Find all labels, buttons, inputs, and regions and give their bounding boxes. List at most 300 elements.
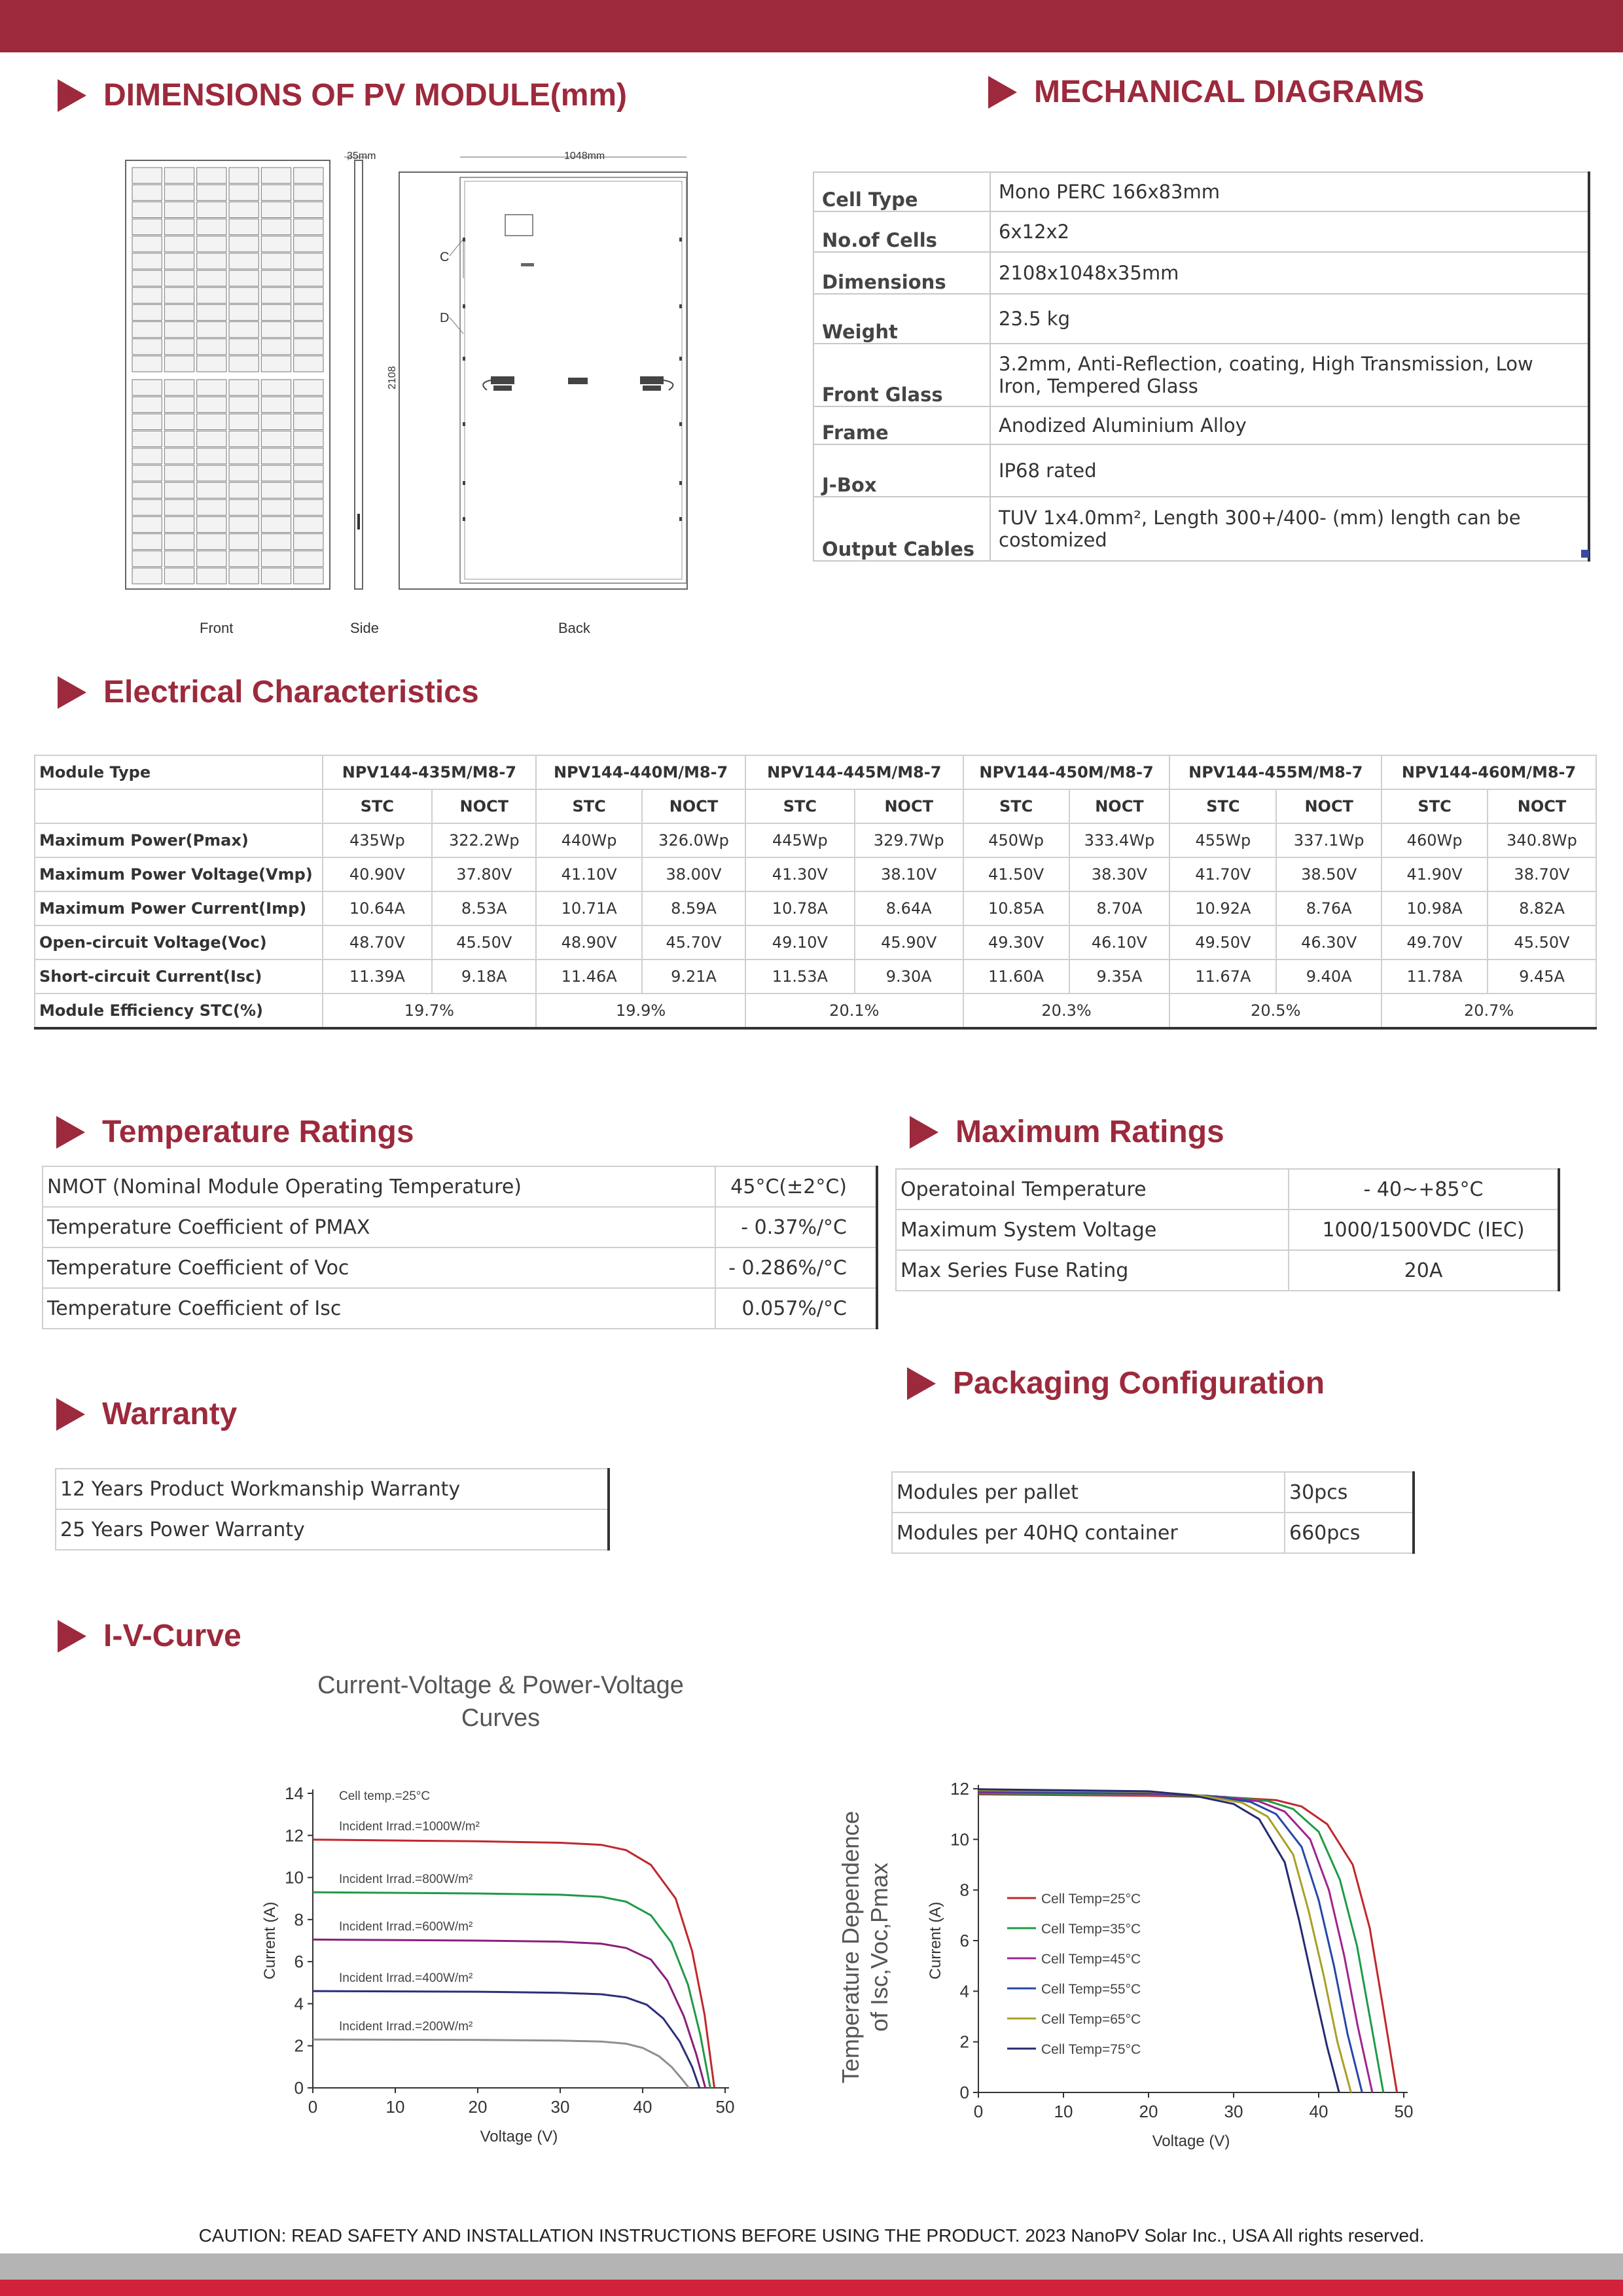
solar-cell <box>164 304 194 320</box>
parameter-value: 41.70V <box>1169 857 1276 891</box>
parameter-value: 9.18A <box>432 960 536 994</box>
solar-cell <box>132 431 162 447</box>
mechanical-row <box>813 294 1589 344</box>
solar-cell <box>294 339 323 355</box>
solar-cell <box>261 270 291 286</box>
packaging-key: Modules per pallet <box>892 1472 1285 1513</box>
solar-cell <box>229 322 259 338</box>
maximum-row <box>896 1250 1559 1291</box>
solar-cell <box>164 499 194 515</box>
parameter-value: 48.70V <box>323 925 433 960</box>
x-axis-label: Voltage (V) <box>1152 2132 1230 2150</box>
warranty-row <box>56 1469 609 1509</box>
spec-key: Frame <box>813 406 990 444</box>
parameter-value: 45.50V <box>432 925 536 960</box>
mechanical-row <box>813 406 1589 444</box>
solar-cell <box>261 304 291 320</box>
solar-cell <box>229 287 259 303</box>
section-title-temperature <box>56 1114 414 1150</box>
parameter-value: 11.39A <box>323 960 433 994</box>
solar-cell <box>164 551 194 567</box>
solar-cell <box>294 516 323 532</box>
mechanical-row <box>813 344 1589 406</box>
solar-cell <box>197 339 226 355</box>
x-tick-label: 10 <box>1054 2102 1073 2121</box>
parameter-label: Maximum Power Current(Imp) <box>35 891 323 925</box>
y-tick-label: 0 <box>959 2083 969 2102</box>
packaging-row <box>892 1472 1414 1513</box>
solar-cell <box>294 397 323 412</box>
model-name: NPV144-445M/M8-7 <box>745 755 963 789</box>
solar-cell <box>261 465 291 481</box>
solar-cell <box>294 448 323 464</box>
series-line <box>978 1793 1383 2092</box>
solar-cell <box>132 414 162 429</box>
section-title-text: Warranty <box>102 1397 238 1431</box>
solar-cell <box>197 185 226 200</box>
solar-cell <box>229 534 259 550</box>
solar-cell <box>197 202 226 217</box>
x-tick-label: 0 <box>308 2097 318 2117</box>
solar-cell <box>294 202 323 217</box>
series-line <box>313 1939 705 2088</box>
solar-cell <box>229 219 259 235</box>
parameter-value: 11.67A <box>1169 960 1276 994</box>
solar-cell <box>197 499 226 515</box>
y-tick-label: 0 <box>294 2078 304 2098</box>
parameter-value: 38.50V <box>1276 857 1382 891</box>
parameter-value: 440Wp <box>536 823 642 857</box>
y-tick-label: 12 <box>285 1825 304 1846</box>
front-view <box>126 160 330 589</box>
efficiency-value: 19.7% <box>323 994 537 1028</box>
section-title-packaging <box>907 1365 1325 1401</box>
dim-side-label: 35mm <box>347 151 376 162</box>
solar-cell <box>197 270 226 286</box>
parameter-value: 41.90V <box>1382 857 1488 891</box>
parameter-value: 41.30V <box>745 857 855 891</box>
parameter-value: 45.90V <box>855 925 963 960</box>
solar-cell <box>294 236 323 252</box>
solar-cell <box>261 431 291 447</box>
solar-cell <box>132 304 162 320</box>
solar-cell <box>294 219 323 235</box>
maximum-value: 1000/1500VDC (IEC) <box>1289 1210 1559 1250</box>
triangle-bullet-icon <box>58 1620 86 1653</box>
stc-label: STC <box>323 789 433 823</box>
warranty-item: 25 Years Power Warranty <box>56 1509 609 1550</box>
model-name: NPV144-455M/M8-7 <box>1169 755 1382 789</box>
section-title-iv <box>58 1618 241 1654</box>
y-tick-label: 8 <box>959 1880 969 1900</box>
electrical-row <box>35 857 1596 891</box>
packaging-value: 660pcs <box>1285 1513 1414 1553</box>
solar-cell <box>164 465 194 481</box>
spec-value: Anodized Aluminium Alloy <box>990 406 1589 444</box>
solar-cell <box>197 568 226 584</box>
parameter-value: 445Wp <box>745 823 855 857</box>
parameter-value: 9.21A <box>642 960 745 994</box>
mechanical-row <box>813 497 1589 561</box>
solar-cell <box>132 356 162 372</box>
solar-cell <box>229 516 259 532</box>
solar-cell <box>197 397 226 412</box>
model-name: NPV144-440M/M8-7 <box>536 755 745 789</box>
chart-annotation: Cell temp.=25°C <box>339 1789 431 1803</box>
temperature-table <box>42 1166 878 1329</box>
solar-cell <box>132 448 162 464</box>
solar-cell <box>261 397 291 412</box>
parameter-value: 10.64A <box>323 891 433 925</box>
solar-cell <box>294 568 323 584</box>
warranty-item: 12 Years Product Workmanship Warranty <box>56 1469 609 1509</box>
solar-cell <box>197 482 226 498</box>
maximum-row <box>896 1169 1559 1210</box>
side-view <box>344 151 376 589</box>
triangle-bullet-icon <box>907 1367 936 1400</box>
solar-cell <box>261 202 291 217</box>
section-title-text: Temperature Ratings <box>102 1115 414 1149</box>
parameter-value: 8.59A <box>642 891 745 925</box>
solar-cell <box>261 185 291 200</box>
left-chart-title <box>288 1669 713 1734</box>
solar-cell <box>164 356 194 372</box>
legend-label: Cell Temp=65°C <box>1041 2012 1141 2028</box>
solar-cell <box>294 465 323 481</box>
solar-cell <box>197 534 226 550</box>
series-label: Incident Irrad.=200W/m² <box>339 2020 473 2034</box>
efficiency-value: 20.3% <box>963 994 1170 1028</box>
parameter-value: 10.78A <box>745 891 855 925</box>
parameter-value: 46.30V <box>1276 925 1382 960</box>
y-axis-label: Current (A) <box>261 1901 279 1980</box>
solar-cell <box>229 339 259 355</box>
section-title-maximum <box>910 1114 1224 1150</box>
x-tick-label: 50 <box>715 2097 735 2117</box>
solar-cell <box>229 236 259 252</box>
legend-label: Cell Temp=55°C <box>1041 1982 1141 1998</box>
parameter-value: 10.92A <box>1169 891 1276 925</box>
parameter-value: 329.7Wp <box>855 823 963 857</box>
parameter-value: 10.71A <box>536 891 642 925</box>
module-type-label: Module Type <box>35 755 323 789</box>
solar-cell <box>197 236 226 252</box>
parameter-value: 9.30A <box>855 960 963 994</box>
solar-cell <box>132 339 162 355</box>
x-tick-label: 20 <box>468 2097 488 2117</box>
section-title-text: Packaging Configuration <box>953 1366 1325 1401</box>
series-label: Incident Irrad.=600W/m² <box>339 1920 473 1934</box>
solar-cell <box>261 219 291 235</box>
solar-cell <box>197 516 226 532</box>
solar-cell <box>164 568 194 584</box>
parameter-value: 49.10V <box>745 925 855 960</box>
triangle-bullet-icon <box>56 1398 85 1431</box>
parameter-value: 9.35A <box>1069 960 1170 994</box>
maximum-key: Max Series Fuse Rating <box>896 1250 1289 1291</box>
parameter-value: 10.85A <box>963 891 1069 925</box>
solar-cell <box>132 236 162 252</box>
parameter-value: 48.90V <box>536 925 642 960</box>
solar-cell <box>164 448 194 464</box>
footer-red-bar <box>0 2280 1623 2296</box>
temperature-row <box>43 1166 877 1207</box>
solar-cell <box>261 168 291 183</box>
parameter-value: 322.2Wp <box>432 823 536 857</box>
mechanical-spec-table <box>813 171 1590 562</box>
solar-cell <box>132 380 162 395</box>
section-title-dimensions <box>58 77 627 113</box>
solar-cell <box>229 168 259 183</box>
spec-key: Weight <box>813 294 990 344</box>
solar-cell <box>261 236 291 252</box>
footer-caution: CAUTION: READ SAFETY AND INSTALLATION INSTRUCTIONS BEFORE USING THE PRODUCT. 2023 NanoPV Solar Inc., USA All rights reserved. <box>198 2225 1425 2246</box>
section-title-warranty <box>56 1396 237 1432</box>
solar-cell <box>132 499 162 515</box>
solar-cell <box>132 551 162 567</box>
triangle-bullet-icon <box>988 76 1017 109</box>
solar-cell <box>132 202 162 217</box>
solar-cell <box>164 414 194 429</box>
section-title-text: Electrical Characteristics <box>103 675 479 709</box>
spec-key: Cell Type <box>813 172 990 211</box>
series-label: Incident Irrad.=800W/m² <box>339 1873 473 1887</box>
solar-cell <box>229 270 259 286</box>
packaging-value: 30pcs <box>1285 1472 1414 1513</box>
parameter-value: 8.76A <box>1276 891 1382 925</box>
parameter-label: Open-circuit Voltage(Voc) <box>35 925 323 960</box>
mechanical-row <box>813 252 1589 294</box>
maximum-key: Maximum System Voltage <box>896 1210 1289 1250</box>
series-line <box>978 1792 1372 2092</box>
left-chart-title-line1: Current-Voltage & Power-Voltage <box>317 1672 684 1699</box>
stc-label: STC <box>1169 789 1276 823</box>
spec-key: Dimensions <box>813 252 990 294</box>
noct-label: NOCT <box>1488 789 1596 823</box>
legend-label: Cell Temp=75°C <box>1041 2042 1141 2058</box>
section-title-electrical <box>58 674 479 710</box>
solar-cell <box>197 168 226 183</box>
electrical-table <box>34 755 1597 1030</box>
y-tick-label: 8 <box>294 1909 304 1929</box>
solar-cell <box>164 219 194 235</box>
parameter-value: 49.70V <box>1382 925 1488 960</box>
solar-cell <box>164 287 194 303</box>
solar-cell <box>294 551 323 567</box>
electrical-row <box>35 925 1596 960</box>
series-label: Incident Irrad.=1000W/m² <box>339 1820 480 1834</box>
solar-cell <box>294 322 323 338</box>
solar-cell <box>261 322 291 338</box>
efficiency-value: 20.7% <box>1382 994 1596 1028</box>
parameter-value: 333.4Wp <box>1069 823 1170 857</box>
solar-cell <box>294 380 323 395</box>
electrical-row <box>35 960 1596 994</box>
triangle-bullet-icon <box>56 1116 85 1149</box>
noct-label: NOCT <box>1276 789 1382 823</box>
solar-cell <box>164 397 194 412</box>
parameter-value: 45.70V <box>642 925 745 960</box>
parameter-value: 340.8Wp <box>1488 823 1596 857</box>
footer-gray-bar <box>0 2253 1623 2280</box>
module-drawing <box>111 141 713 651</box>
solar-cell <box>197 465 226 481</box>
blank-cell <box>35 789 323 823</box>
top-brand-bar <box>0 0 1623 52</box>
series-line <box>978 1789 1339 2092</box>
back-label: Back <box>558 620 590 636</box>
solar-cell <box>229 465 259 481</box>
parameter-value: 455Wp <box>1169 823 1276 857</box>
parameter-value: 9.40A <box>1276 960 1382 994</box>
y-tick-label: 4 <box>959 1981 969 2001</box>
parameter-value: 435Wp <box>323 823 433 857</box>
right-chart-title-line1: Temperature Dependence <box>837 1810 864 2084</box>
x-axis-label: Voltage (V) <box>480 2128 558 2145</box>
solar-cell <box>132 270 162 286</box>
spec-value: 3.2mm, Anti-Reflection, coating, High Transmission, Low Iron, Tempered Glass <box>990 344 1589 406</box>
solar-cell <box>261 380 291 395</box>
mechanical-row <box>813 172 1589 211</box>
solar-cell <box>132 322 162 338</box>
efficiency-row <box>35 994 1596 1028</box>
maximum-value: - 40~+85°C <box>1289 1169 1559 1210</box>
solar-cell <box>261 551 291 567</box>
callout-d: D <box>440 311 450 325</box>
solar-cell <box>164 202 194 217</box>
stc-label: STC <box>963 789 1069 823</box>
parameter-value: 10.98A <box>1382 891 1488 925</box>
solar-cell <box>229 448 259 464</box>
solar-cell <box>197 322 226 338</box>
solar-cell <box>164 236 194 252</box>
solar-cell <box>294 431 323 447</box>
section-title-text: DIMENSIONS OF PV MODULE(mm) <box>103 78 628 113</box>
solar-cell <box>132 253 162 269</box>
maximum-value: 20A <box>1289 1250 1559 1291</box>
solar-cell <box>261 287 291 303</box>
spec-key: No.of Cells <box>813 211 990 252</box>
solar-cell <box>229 304 259 320</box>
spec-value: 2108x1048x35mm <box>990 252 1589 294</box>
parameter-value: 49.50V <box>1169 925 1276 960</box>
y-axis-label: Current (A) <box>927 1901 944 1980</box>
temperature-value: 45°C(±2°C) <box>715 1166 877 1207</box>
temperature-key: Temperature Coefficient of PMAX <box>43 1207 715 1247</box>
solar-cell <box>229 414 259 429</box>
model-name: NPV144-460M/M8-7 <box>1382 755 1596 789</box>
solar-cell <box>294 482 323 498</box>
solar-cell <box>229 202 259 217</box>
solar-cell <box>261 414 291 429</box>
solar-cell <box>197 304 226 320</box>
y-tick-label: 2 <box>294 2036 304 2056</box>
noct-label: NOCT <box>642 789 745 823</box>
temperature-row <box>43 1288 877 1329</box>
x-tick-label: 10 <box>385 2097 405 2117</box>
spec-key: J-Box <box>813 444 990 497</box>
solar-cell <box>261 482 291 498</box>
solar-cell <box>294 185 323 200</box>
parameter-value: 326.0Wp <box>642 823 745 857</box>
right-chart-side-title <box>832 1800 898 2094</box>
model-name: NPV144-450M/M8-7 <box>963 755 1170 789</box>
spec-value: Mono PERC 166x83mm <box>990 172 1589 211</box>
efficiency-label: Module Efficiency STC(%) <box>35 994 323 1028</box>
dim-height-label: 2108 <box>387 366 398 389</box>
electrical-header-row <box>35 755 1596 789</box>
section-title-text: I-V-Curve <box>103 1619 241 1653</box>
temperature-value: - 0.37%/°C <box>715 1207 877 1247</box>
solar-cell <box>294 499 323 515</box>
solar-cell <box>294 414 323 429</box>
parameter-value: 40.90V <box>323 857 433 891</box>
mechanical-row <box>813 444 1589 497</box>
temperature-row <box>43 1207 877 1247</box>
parameter-value: 49.30V <box>963 925 1069 960</box>
solar-cell <box>132 568 162 584</box>
solar-cell <box>132 287 162 303</box>
solar-cell <box>197 448 226 464</box>
noct-label: NOCT <box>1069 789 1170 823</box>
packaging-row <box>892 1513 1414 1553</box>
noct-label: NOCT <box>855 789 963 823</box>
solar-cell <box>197 287 226 303</box>
legend-label: Cell Temp=35°C <box>1041 1922 1141 1937</box>
stc-label: STC <box>1382 789 1488 823</box>
solar-cell <box>164 380 194 395</box>
parameter-value: 8.53A <box>432 891 536 925</box>
stc-label: STC <box>745 789 855 823</box>
temperature-key: NMOT (Nominal Module Operating Temperature) <box>43 1166 715 1207</box>
packaging-key: Modules per 40HQ container <box>892 1513 1285 1553</box>
triangle-bullet-icon <box>58 79 86 112</box>
solar-cell <box>294 304 323 320</box>
solar-cell <box>197 551 226 567</box>
iv-curve-irradiance-chart <box>255 1774 753 2147</box>
solar-cell <box>132 168 162 183</box>
solar-cell <box>229 380 259 395</box>
solar-cell <box>229 551 259 567</box>
parameter-value: 41.10V <box>536 857 642 891</box>
solar-cell <box>261 534 291 550</box>
solar-cell <box>229 185 259 200</box>
spec-value: TUV 1x4.0mm², Length 300+/400- (mm) length can be costomized <box>990 497 1589 561</box>
section-title-mechanical <box>988 74 1424 110</box>
x-tick-label: 40 <box>1309 2102 1329 2121</box>
solar-cell <box>261 516 291 532</box>
solar-cell <box>261 568 291 584</box>
electrical-subheader-row <box>35 789 1596 823</box>
parameter-value: 8.70A <box>1069 891 1170 925</box>
legend-label: Cell Temp=25°C <box>1041 1892 1141 1907</box>
temperature-key: Temperature Coefficient of Isc <box>43 1288 715 1329</box>
parameter-value: 38.30V <box>1069 857 1170 891</box>
dim-width-label: 1048mm <box>564 151 605 162</box>
solar-cell <box>229 397 259 412</box>
solar-cell <box>229 431 259 447</box>
y-tick-label: 6 <box>959 1931 969 1950</box>
efficiency-value: 20.1% <box>745 994 963 1028</box>
front-label: Front <box>200 620 234 636</box>
solar-cell <box>294 270 323 286</box>
parameter-value: 46.10V <box>1069 925 1170 960</box>
spec-key: Front Glass <box>813 344 990 406</box>
solar-cell <box>132 465 162 481</box>
y-tick-label: 4 <box>294 1994 304 2014</box>
x-tick-label: 30 <box>550 2097 570 2117</box>
x-tick-label: 30 <box>1224 2102 1243 2121</box>
